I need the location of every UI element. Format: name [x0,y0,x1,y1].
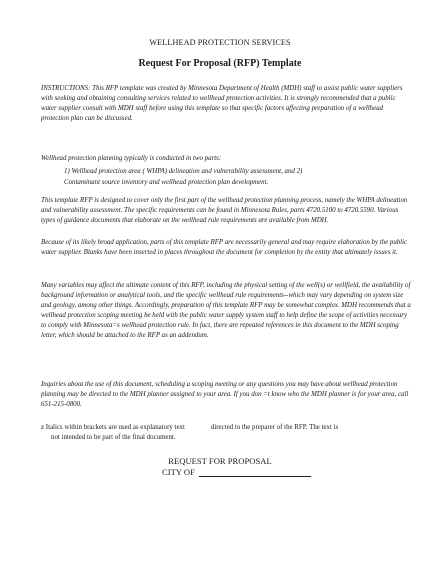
planning-intro: Wellhead protection planning typically is conducted in two parts: [41,155,222,162]
service-header: WELLHEAD PROTECTION SERVICES [149,38,291,47]
note-line-2: not intended to be part of the final document. [51,434,176,441]
city-line [162,467,311,477]
rfp-heading: REQUEST FOR PROPOSAL [168,456,272,466]
document-title: Request For Proposal (RFP) Template [138,58,302,69]
scope-paragraph: This template RFP is designed to cover only the first part of the wellhead protection planning process, namely the WHPA delineation and vulnerability assessment. The specific requirements can be found in Minnesota Rules, parts 4720.5100 to 4720.5590. Various types of guidance documents that elaborate on the wellhead rule requirements are available from MDH. [41,197,408,224]
explanatory-note [41,423,421,443]
planning-part-2: Contaminant source inventory and wellhead protection plan development. [64,178,269,186]
city-label: CITY OF [162,467,195,477]
inquiries-paragraph: Inquiries about the use of this document, scheduling a scoping meeting or any questions you may have about wellhead protection planning may be directed to the MDH planner assigned to your area. If you don =t know who the MDH planner is for your area, call 651-215-0800. [41,381,409,408]
instructions-paragraph: INSTRUCTIONS: This RFP template was created by Minnesota Department of Health (MDH) staff to assist public water suppliers with seeking and obtaining consulting services related to wellhead protection activities. It is strongly recommended that a public water supplier consult with MDH staff before using this template so that specific factors affecting preparation of a wellhead protection plan can be discussed. [41,85,403,122]
bullet-mark: z [41,424,46,431]
application-paragraph: Because of its likely broad application, parts of this template RFP are necessarily general and may require elaboration by the public water supplier. Blanks have been inserted in places throughout the document for completion by the entity that ultimately issues it. [41,239,408,256]
note-line-1b: directed to the preparer of the RFP. The text is [210,424,339,431]
planning-part-1: 1) Wellhead protection area ( WHPA) delineation and vulnerability assessment, and 2) [64,168,303,175]
variables-paragraph: Many variables may affect the ultimate content of this RFP, including the physical setting of the well(s) or wellfield, the availability of background information or analytical tools, and the specific wellhead rule requirements--which may vary depending on system size and geology, among other things. Accordingly, preparation of this template RFP may be somewhat complex. MDH recommends that a wellhead protection scoping meeting be held with the public water supply system staff to help define the scope of activities necessary to comply with Minnesota=s wellhead protection rule. In fact, there are repeated references in this document to the MDH scoping letter, which should be attached to the RFP as an addendum. [41,282,411,339]
city-blank [199,467,311,477]
note-line-1a: Italics within brackets are used as explanatory text [45,424,185,431]
planning-parts-list [64,167,404,188]
